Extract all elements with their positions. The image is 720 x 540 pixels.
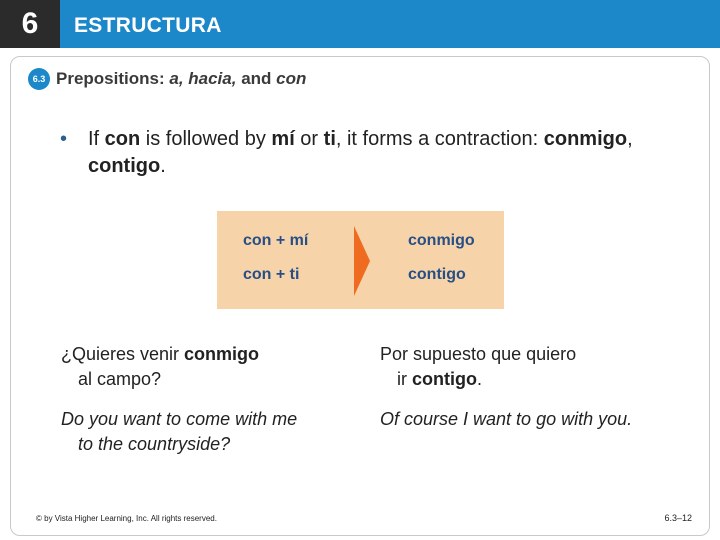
page-number: 6.3–12 <box>664 513 692 523</box>
bullet-keyword-con: con <box>104 128 141 150</box>
example-question-es <box>61 342 259 392</box>
bullet-text-part: , <box>627 128 633 150</box>
example-answer-en <box>380 407 632 432</box>
example-keyword: conmigo <box>184 344 260 364</box>
example-text: Por supuesto que quiero <box>380 344 577 364</box>
example-answer-es <box>380 342 576 392</box>
section-title-words: a, hacia, <box>169 69 237 88</box>
section-title-and: and <box>236 69 277 88</box>
example-keyword: contigo <box>412 369 477 389</box>
section-title-prefix: Prepositions: <box>56 69 170 88</box>
section-title-last: con <box>276 69 307 88</box>
example-text: al campo? <box>78 369 162 389</box>
bullet-keyword-mi: mí <box>271 128 295 150</box>
bullet-marker: • <box>60 128 68 150</box>
example-text: ir <box>397 369 412 389</box>
copyright-notice: © by Vista Higher Learning, Inc. All rights reserved. <box>36 514 217 523</box>
chapter-number: 6 <box>0 0 60 48</box>
example-text: ¿Quieres venir <box>61 344 185 364</box>
bullet-text-part: is followed by <box>140 128 272 150</box>
table-cell-contigo: contigo <box>408 266 466 283</box>
table-cell-con-mi: con + mí <box>243 232 309 249</box>
section-badge: 6.3 <box>28 68 50 90</box>
example-text: to the countryside? <box>78 434 231 454</box>
bullet-keyword-conmigo: conmigo <box>543 128 628 150</box>
example-text: Do you want to come with me <box>61 409 298 429</box>
bullet-keyword-ti: ti <box>323 128 336 150</box>
bullet-text-part: If <box>88 128 105 150</box>
bullet-text-part: , it forms a contraction: <box>335 128 544 150</box>
example-question-en <box>61 407 297 457</box>
bullet-text-part: or <box>294 128 324 150</box>
bullet-keyword-contigo: contigo <box>88 155 161 177</box>
section-title <box>56 68 306 90</box>
bullet-text-part: . <box>160 155 166 177</box>
arrow-right-icon <box>354 226 370 296</box>
table-cell-conmigo: conmigo <box>408 232 475 249</box>
example-text: . <box>477 369 483 389</box>
example-text: Of course I want to go with you. <box>380 409 633 429</box>
bullet-text <box>88 126 668 180</box>
table-cell-con-ti: con + ti <box>243 266 300 283</box>
chapter-title: ESTRUCTURA <box>74 14 222 37</box>
